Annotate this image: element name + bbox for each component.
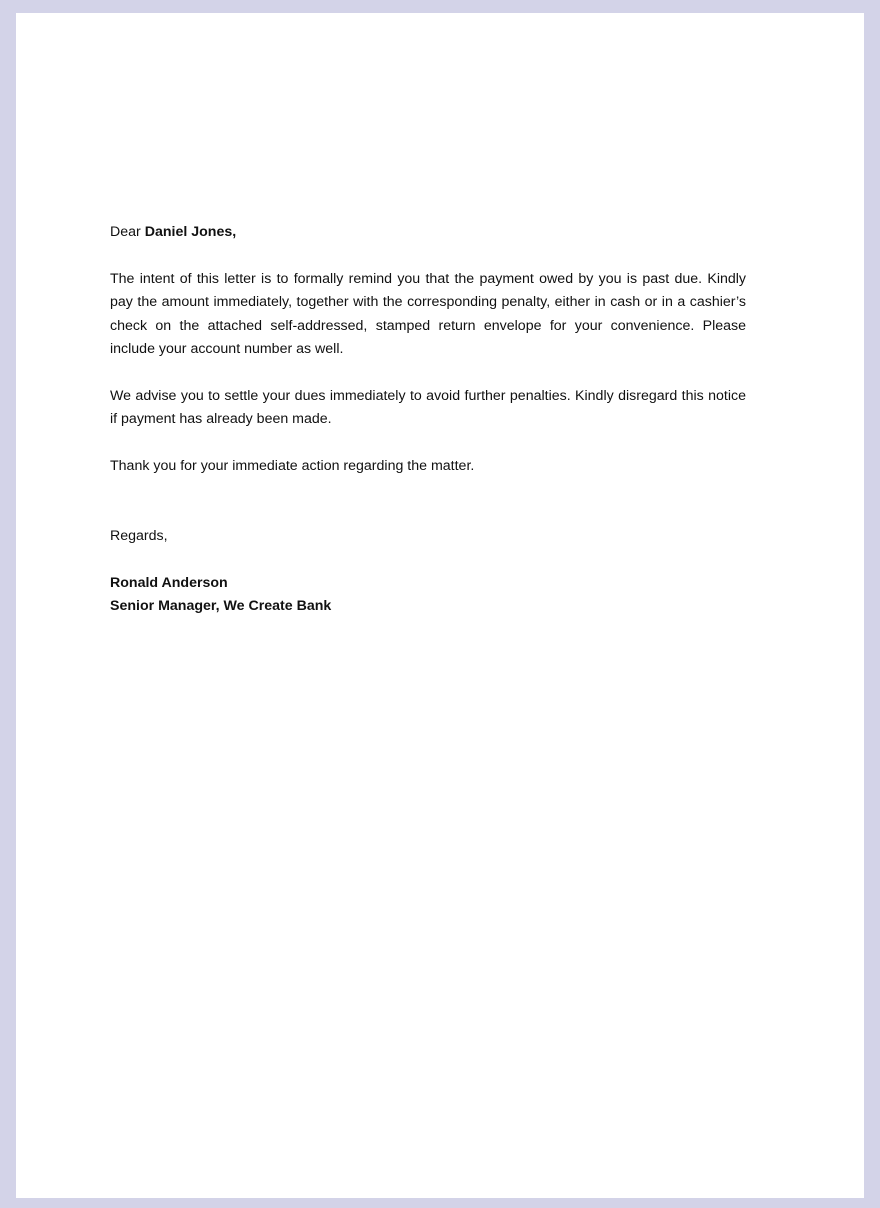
recipient-name: Daniel Jones, (144, 224, 237, 240)
paragraph-advice: We advise you to settle your dues immediately to avoid further penalties. Kindly disregard this notice if payment has already been made. (110, 387, 746, 427)
letter-page (16, 13, 864, 1198)
signer-title: Senior Manager, We Create Bank (110, 598, 332, 614)
salutation (110, 221, 746, 245)
salutation-prefix: Dear (110, 224, 145, 240)
signer-name: Ronald Anderson (110, 574, 228, 591)
closing: Regards, (110, 528, 168, 544)
paragraph-payment-reminder: The intent of this letter is to formally remind you that the payment owed by you is past due. Kindly pay the amount immediately, together with the corresponding penalty, either in cash or in a cashier’s check on the attached self-addressed, stamped return envelope for your convenience. Please include your account number as well. (110, 270, 746, 357)
paragraph-thanks: Thank you for your immediate action regarding the matter. (110, 457, 475, 474)
letter-body (110, 221, 746, 619)
